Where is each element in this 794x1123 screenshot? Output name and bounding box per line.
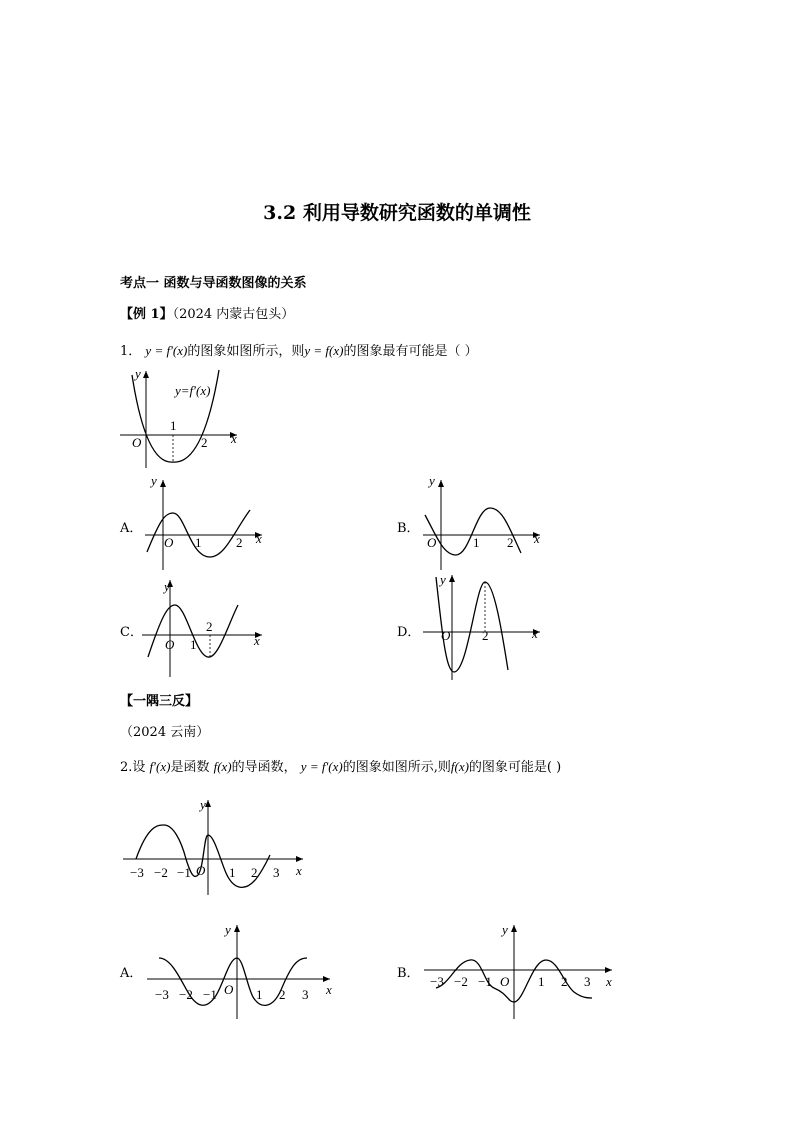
tick-label: −2 (454, 974, 468, 989)
origin-label: O (224, 982, 234, 997)
tick-label: −1 (177, 865, 191, 880)
page-title: 3.2 利用导数研究函数的单调性 (263, 202, 531, 224)
x-axis-label: x (534, 531, 540, 546)
option-2b-graph[interactable] (422, 922, 617, 1022)
formula-y-f: y = f(x) (304, 343, 344, 358)
tick-label: 2 (507, 535, 514, 550)
curve-label: y=f′(x) (175, 383, 211, 398)
origin-label: O (196, 863, 206, 878)
x-axis-label: x (606, 974, 612, 989)
tick-label: 2 (482, 628, 489, 643)
x-axis-label: x (532, 626, 538, 641)
tick-label: 3 (302, 987, 309, 1002)
tick-label: 1 (538, 974, 545, 989)
example-source: （2024 内蒙古包头） (172, 307, 295, 322)
formula-f: f(x) (450, 759, 469, 774)
tick-label: 2 (561, 974, 568, 989)
question-1 (120, 340, 478, 359)
tick-label: 2 (279, 987, 286, 1002)
x-axis-label: x (296, 863, 302, 878)
y-axis-label: y (135, 366, 141, 381)
tick-label: 1 (229, 865, 236, 880)
tick-label: 1 (195, 535, 202, 550)
question-text: 的图象可能是( ) (468, 760, 562, 775)
origin-label: O (427, 535, 437, 550)
option-a-graph[interactable] (140, 475, 270, 575)
origin-label: O (441, 628, 451, 643)
practice-heading: 【一隅三反】 (120, 694, 199, 709)
origin-label: O (132, 435, 142, 450)
tick-label: −1 (203, 987, 217, 1002)
x-axis-label: x (231, 431, 237, 446)
practice-source: （2024 云南） (120, 725, 210, 740)
tick-label: −2 (179, 987, 193, 1002)
question-text: 2.设 (120, 760, 146, 775)
tick-label: −3 (155, 987, 169, 1002)
option-b-graph[interactable] (418, 475, 548, 575)
y-axis-label: y (440, 572, 446, 587)
question-number: 1． (120, 344, 142, 359)
tick-label: −3 (130, 865, 144, 880)
formula-y-fprime: y = f′(x) (300, 759, 343, 774)
tick-label: 3 (584, 974, 591, 989)
tick-label: −1 (478, 974, 492, 989)
option-2a-label[interactable]: A． (120, 966, 143, 981)
formula-f: f(x) (213, 759, 232, 774)
question-text: 的图象如图所示,则 (342, 760, 451, 775)
question-text: 的图象最有可能是（ ） (343, 344, 478, 359)
example-heading (120, 303, 294, 322)
y-axis-label: y (164, 579, 170, 594)
tick-label: 1 (473, 535, 480, 550)
tick-label: −2 (154, 865, 168, 880)
option-d-label[interactable]: D． (397, 625, 421, 640)
y-axis-label: y (502, 922, 508, 937)
tick-label: 1 (256, 987, 263, 1002)
tick-label: 2 (206, 619, 213, 634)
derivative-graph (115, 365, 250, 475)
option-b-label[interactable]: B． (397, 521, 420, 536)
tick-label: −3 (430, 974, 444, 989)
option-d-graph[interactable] (418, 572, 548, 682)
x-axis-label: x (326, 982, 332, 997)
question-2 (120, 756, 561, 775)
tick-label: 3 (273, 865, 280, 880)
question-text: 的图象如图所示，则 (187, 344, 305, 359)
y-axis-label: y (151, 473, 157, 488)
tick-label: 2 (251, 865, 258, 880)
section-heading: 考点一 函数与导函数图像的关系 (120, 276, 307, 291)
y-axis-label: y (225, 922, 231, 937)
option-2b-label[interactable]: B． (397, 966, 420, 981)
tick-label: 1 (170, 418, 177, 433)
option-c-label[interactable]: C． (120, 625, 143, 640)
derivative-graph-2 (118, 795, 313, 900)
y-axis-label: y (200, 797, 206, 812)
x-axis-label: x (254, 633, 260, 648)
formula-y-fprime: y = f′(x) (145, 343, 188, 358)
example-tag: 【例 1】 (120, 307, 173, 322)
origin-label: O (500, 974, 510, 989)
origin-label: O (165, 637, 175, 652)
option-a-label[interactable]: A． (120, 521, 143, 536)
question-text: 是函数 (170, 760, 210, 775)
formula-fprime: f′(x) (149, 759, 171, 774)
y-axis-label: y (429, 473, 435, 488)
tick-label: 2 (236, 535, 243, 550)
question-text: 的导函数， (231, 760, 297, 775)
option-c-graph[interactable] (140, 575, 270, 680)
tick-label: 1 (190, 637, 197, 652)
x-axis-label: x (256, 531, 262, 546)
origin-label: O (164, 535, 174, 550)
tick-label: 2 (201, 435, 208, 450)
option-2a-graph[interactable] (145, 922, 340, 1022)
